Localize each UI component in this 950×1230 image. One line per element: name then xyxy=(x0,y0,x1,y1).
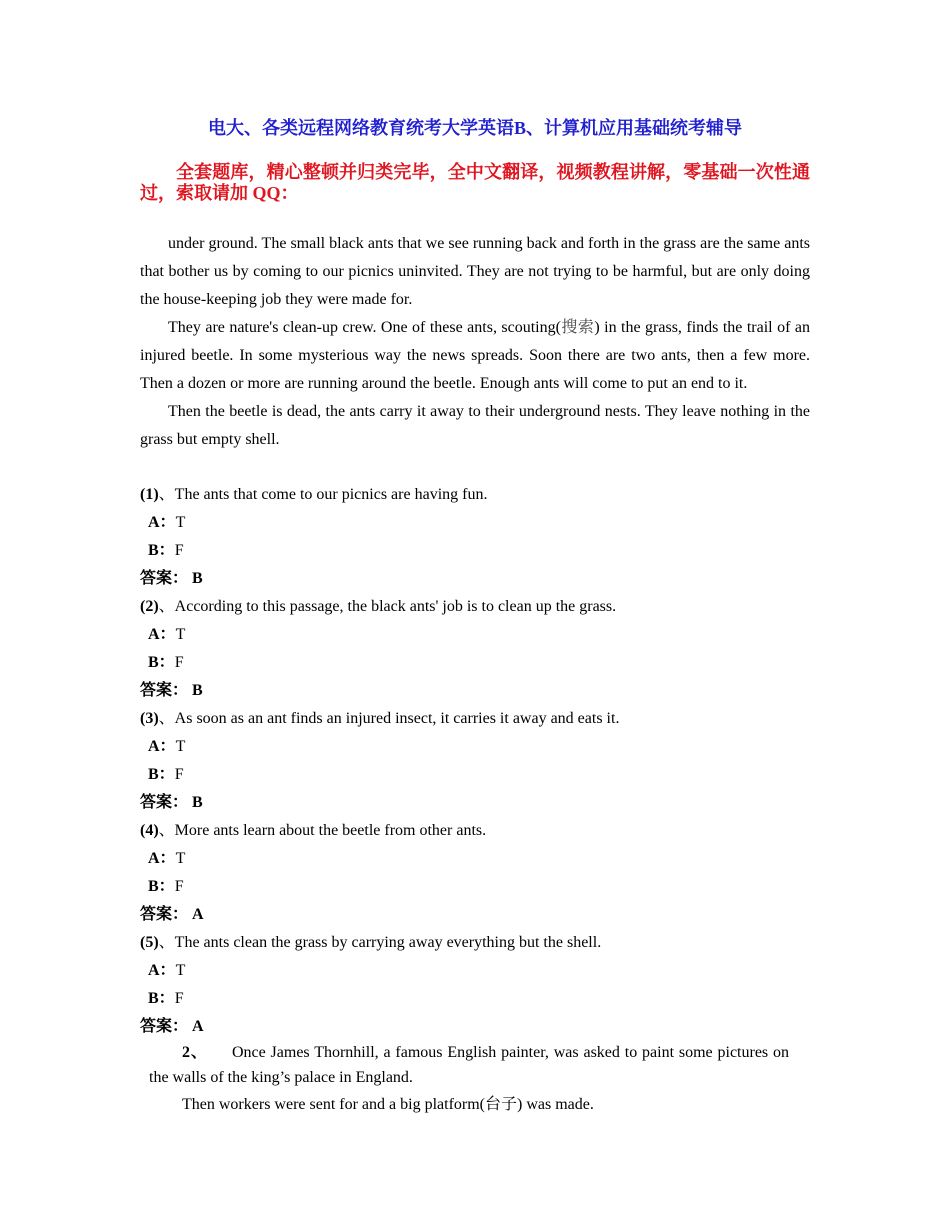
option-a xyxy=(140,621,810,649)
question-separator: 、 xyxy=(158,486,175,503)
answer-label: 答案： xyxy=(140,906,189,923)
section-2-number: 2、 xyxy=(182,1044,208,1061)
answer-line xyxy=(140,901,810,929)
option-a xyxy=(140,733,810,761)
option-b-text: F xyxy=(174,542,184,559)
answer-line xyxy=(140,565,810,593)
option-b-text: F xyxy=(174,766,184,783)
option-b-label: B： xyxy=(148,878,175,895)
question-text: The ants that come to our picnics are having fun. xyxy=(174,486,488,503)
option-b-text: F xyxy=(174,878,184,895)
option-a-text: T xyxy=(175,626,186,643)
question-separator: 、 xyxy=(158,598,175,615)
section-2-paragraph-2 xyxy=(149,1092,789,1117)
section-2 xyxy=(149,1040,789,1117)
question-separator: 、 xyxy=(158,822,175,839)
answer-label: 答案： xyxy=(140,794,189,811)
option-b xyxy=(140,649,810,677)
passage-paragraph-1: under ground. The small black ants that we see running back and forth in the grass are the same ants that bother us by coming to our picnics uninvited. They are not trying to be harmful, but are only doing the house-keeping job they were made for. xyxy=(140,235,810,308)
question-number: (2) xyxy=(140,598,159,615)
option-b-label: B： xyxy=(148,766,175,783)
option-a-label: A： xyxy=(148,738,176,755)
question-stem xyxy=(140,481,810,509)
option-a-label: A： xyxy=(148,962,176,979)
question-text: According to this passage, the black ants' job is to clean up the grass. xyxy=(174,598,617,615)
section-2-paragraph-1 xyxy=(149,1040,789,1090)
answer-value: B xyxy=(192,570,203,587)
section-2-p2-gloss: 台子 xyxy=(485,1096,518,1113)
option-a xyxy=(140,845,810,873)
header-ad-text: 全套题库，精心整顿并归类完毕，全中文翻译，视频教程讲解，零基础一次性通过，索取请加 QQ： xyxy=(140,162,810,203)
option-a-label: A： xyxy=(148,626,176,643)
answer-label: 答案： xyxy=(140,1018,189,1035)
answer-label: 答案： xyxy=(140,570,189,587)
question-stem xyxy=(140,929,810,957)
option-a-text: T xyxy=(175,738,186,755)
answer-label: 答案： xyxy=(140,682,189,699)
question-number: (3) xyxy=(140,710,159,727)
section-2-p2-before: Then workers were sent for and a big platform( xyxy=(182,1096,485,1113)
option-a xyxy=(140,509,810,537)
section-2-p2-after: ) was made. xyxy=(517,1096,594,1113)
passage-paragraph-2 xyxy=(140,314,810,398)
passage-paragraph-3: Then the beetle is dead, the ants carry it away to their underground nests. They leave nothing in the grass but empty shell. xyxy=(140,403,810,448)
option-b xyxy=(140,537,810,565)
option-b xyxy=(140,761,810,789)
question-number: (1) xyxy=(140,486,159,503)
header-title: 电大、各类远程网络教育统考大学英语B、计算机应用基础统考辅导 xyxy=(207,118,742,138)
reading-passage xyxy=(140,230,810,454)
answer-value: B xyxy=(192,794,203,811)
question-number: (5) xyxy=(140,934,159,951)
option-b-text: F xyxy=(174,654,184,671)
answer-value: A xyxy=(192,1018,204,1035)
question-text: The ants clean the grass by carrying away everything but the shell. xyxy=(174,934,602,951)
question-separator: 、 xyxy=(158,934,175,951)
passage-p2-gloss: 搜索 xyxy=(560,319,595,336)
option-a-label: A： xyxy=(148,850,176,867)
answer-line xyxy=(140,789,810,817)
question-text: As soon as an ant finds an injured insect, it carries it away and eats it. xyxy=(174,710,620,727)
option-b xyxy=(140,873,810,901)
option-a xyxy=(140,957,810,985)
option-a-text: T xyxy=(175,850,186,867)
option-a-label: A： xyxy=(148,514,176,531)
answer-value: B xyxy=(192,682,203,699)
option-b-text: F xyxy=(174,990,184,1007)
answer-value: A xyxy=(192,906,204,923)
section-2-p1-text: Once James Thornhill, a famous English painter, was asked to paint some pictures on the walls of the king’s palace in England. xyxy=(149,1044,789,1086)
answer-line xyxy=(140,1013,810,1041)
question-text: More ants learn about the beetle from other ants. xyxy=(174,822,487,839)
option-b xyxy=(140,985,810,1013)
option-a-text: T xyxy=(175,962,186,979)
option-b-label: B： xyxy=(148,654,175,671)
option-b-label: B： xyxy=(148,542,175,559)
question-separator: 、 xyxy=(158,710,175,727)
answer-line xyxy=(140,677,810,705)
passage-p2-before: They are nature's clean-up crew. One of these ants, scouting( xyxy=(168,319,561,336)
option-a-text: T xyxy=(175,514,186,531)
question-stem xyxy=(140,705,810,733)
question-number: (4) xyxy=(140,822,159,839)
passage-p2-after: ) in the grass, finds the trail of an injured beetle. In some mysterious way the news spreads. Soon there are two ants, then a few more. Then a dozen or more are running around the beetle. Enough ants will come to put an end to it. xyxy=(140,319,810,392)
question-stem xyxy=(140,817,810,845)
option-b-label: B： xyxy=(148,990,175,1007)
question-list xyxy=(140,481,810,1041)
question-stem xyxy=(140,593,810,621)
